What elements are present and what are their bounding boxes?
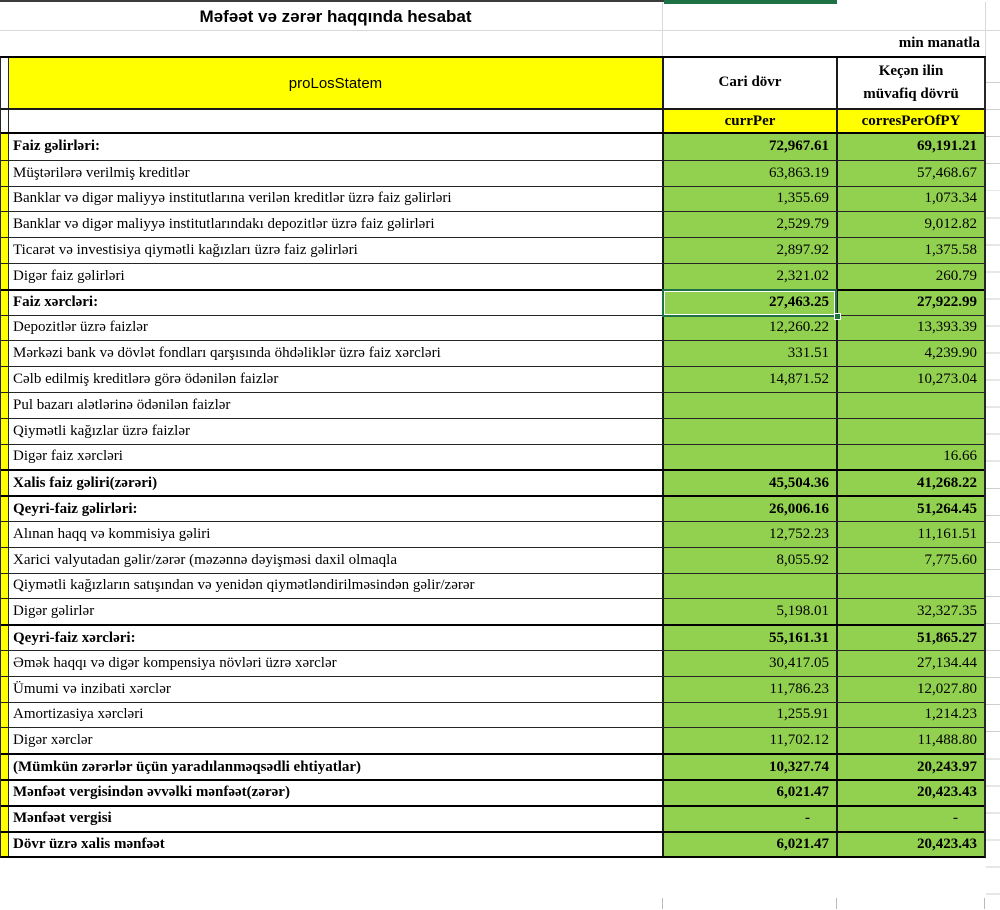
previous-period-cell[interactable]: 11,488.80 [838,728,984,753]
previous-period-cell[interactable]: 20,243.97 [838,755,984,779]
previous-period-cell[interactable]: 11,161.51 [838,522,984,547]
current-period-cell[interactable]: 8,055.92 [664,548,838,573]
row-label-text: Depozitlər üzrə faizlər [13,319,148,336]
margin-column-cell[interactable] [1,341,9,366]
previous-period-cell[interactable]: 27,922.99 [838,291,984,315]
current-period-cell[interactable]: 2,321.02 [664,264,838,289]
previous-period-cell[interactable]: - [838,807,984,831]
row-label-cell[interactable] [9,599,664,624]
row-label-text: Alınan haqq və kommisiya gəliri [13,525,211,542]
table-row [1,753,984,779]
gridline [836,898,837,909]
current-period-cell[interactable]: 5,198.01 [664,599,838,624]
table-row [1,134,984,160]
row-label-cell[interactable] [9,833,664,857]
row-label-text: Banklar və digər maliyyə institutlarına verilən kreditlər üzrə faiz gəlirləri [13,190,452,207]
row-label-text-bold: Faiz gəlirləri: [13,138,101,155]
table-row [1,650,984,676]
row-label-cell[interactable] [9,341,664,366]
current-period-header[interactable]: Cari dövr [664,58,838,108]
row-label-text-bold: Qeyri-faiz xərcləri: [13,629,136,646]
margin-column-cell[interactable] [1,316,9,341]
row-label-text-bold: Mənfəət vergisi [13,810,112,827]
right-gutter-gridlines [986,56,1000,898]
margin-column-cell[interactable] [1,471,9,495]
previous-period-cell[interactable]: 260.79 [838,264,984,289]
row-label-text: (Mümkün zərərlər üçün yaradılan [13,758,234,775]
current-period-cell[interactable]: 6,021.47 [664,833,838,857]
row-label-text: Amortizasiya xərcləri [13,706,144,723]
row-label-cell[interactable] [9,187,664,212]
margin-column-cell[interactable] [1,626,9,650]
current-period-cell[interactable]: 11,786.23 [664,677,838,702]
row-label-text: Xarici valyutadan gəlir/zərər (məzənnə dəyişməsi daxil olmaqla [13,551,398,568]
previous-period-cell[interactable]: 20,423.43 [838,781,984,805]
row-label-text: Qiymətli kağızların satışından və yenidən qiymətləndirilməsindən gəlir/zərər [13,577,475,594]
margin-column-cell[interactable] [1,419,9,444]
row-label-cell[interactable] [9,677,664,702]
previous-period-cell[interactable]: 16.66 [838,445,984,470]
row-label-cell[interactable] [9,134,664,160]
row-label-cell[interactable] [9,161,664,186]
previous-period-cell[interactable]: 9,012.82 [838,212,984,237]
row-label-cell[interactable] [9,212,664,237]
row-label-text-bold: məqsədli ehtiyatlar) [233,758,362,775]
row-label-cell[interactable] [9,316,664,341]
previous-period-cell[interactable]: 7,775.60 [838,548,984,573]
margin-column-cell[interactable] [1,677,9,702]
row-label-text: Digər faiz gəlirləri [13,267,125,284]
row-label-cell[interactable] [9,471,664,495]
gridline [662,898,663,909]
row-label-text: Müştərilərə verilmiş kreditlər [13,164,190,181]
row-label-cell[interactable] [9,238,664,263]
current-period-cell[interactable]: 14,871.52 [664,367,838,392]
previous-period-cell[interactable] [838,393,984,418]
previous-period-cell[interactable]: 1,214.23 [838,703,984,728]
row-label-cell[interactable] [9,728,664,753]
table-row [1,779,984,805]
row-label-text-bold: Mənfəət vergisindən əvvəlki mənfəət(zərər) [13,784,290,801]
previous-period-cell[interactable]: 32,327.35 [838,599,984,624]
row-label-cell[interactable] [9,393,664,418]
current-period-cell[interactable]: 12,752.23 [664,522,838,547]
previous-period-cell[interactable]: 41,268.22 [838,471,984,495]
current-period-cell[interactable]: - [664,807,838,831]
row-label-text-bold: Faiz xərcləri: [13,294,99,311]
previous-period-cell[interactable]: 20,423.43 [838,833,984,857]
table-row [1,547,984,573]
current-period-cell[interactable]: 12,260.22 [664,316,838,341]
margin-column-cell[interactable] [1,110,9,132]
current-period-cell[interactable] [664,393,838,418]
current-period-cell[interactable]: 2,897.92 [664,238,838,263]
row-label-text-bold: Xalis faiz gəliri(zərəri) [13,474,158,491]
current-period-cell[interactable]: 45,504.36 [664,471,838,495]
top-border-line [0,0,664,2]
row-label-text: Ticarət və investisiya qiymətli kağızları üzrə faiz gəlirləri [13,242,358,259]
previous-period-cell[interactable]: 51,865.27 [838,626,984,650]
table-row [1,805,984,831]
row-label-text: Pul bazarı alətlərinə ödənilən faizlər [13,396,231,413]
table-row [1,289,984,315]
row-label-text: Digər gəlirlər [13,603,95,620]
current-period-cell[interactable]: 1,355.69 [664,187,838,212]
current-period-cell[interactable]: 11,702.12 [664,728,838,753]
row-label-cell[interactable] [9,548,664,573]
row-label-text: Ümumi və inzibati xərclər [13,680,171,697]
row-label-text: Cəlb edilmiş kreditlərə görə ödənilən faizlər [13,371,279,388]
selected-column-indicator [664,0,837,4]
current-period-cell[interactable] [664,574,838,599]
previous-period-cell[interactable]: 27,134.44 [838,651,984,676]
table-row [1,211,984,237]
row-label-cell[interactable] [9,651,664,676]
table-row [1,598,984,624]
row-label-cell[interactable] [9,703,664,728]
row-label-text: Digər xərclər [13,732,93,749]
previous-period-header[interactable]: Keçən ilin müvafiq dövrü [838,58,984,108]
margin-column-cell[interactable] [1,58,9,108]
table-row [1,263,984,289]
previous-period-cell[interactable]: 1,073.34 [838,187,984,212]
table-row [1,160,984,186]
table-row [1,418,984,444]
table-row [1,624,984,650]
table-row [1,521,984,547]
previous-period-cell[interactable]: 4,239.90 [838,341,984,366]
previous-period-cell[interactable]: 69,191.21 [838,134,984,160]
row-label-cell[interactable] [9,807,664,831]
row-label-text: Mərkəzi bank və dövlət fondları qarşısında öhdəliklər üzrə faiz xərcləri [13,345,441,362]
previous-period-cell[interactable]: 10,273.04 [838,367,984,392]
table-row [1,444,984,470]
margin-column-cell[interactable] [1,134,9,160]
profit-loss-table [0,56,986,858]
table-row [1,392,984,418]
row-label-cell[interactable] [9,497,664,521]
table-row [1,186,984,212]
row-label-cell[interactable] [9,264,664,289]
margin-column-cell[interactable] [1,755,9,779]
previous-period-cell[interactable]: 57,468.67 [838,161,984,186]
row-label-cell[interactable] [9,626,664,650]
gridline [984,898,985,909]
table-header-row [1,58,984,110]
fill-handle[interactable] [834,313,841,320]
current-period-cell[interactable]: 72,967.61 [664,134,838,160]
margin-column-cell[interactable] [1,445,9,470]
margin-column-cell[interactable] [1,728,9,753]
table-row [1,702,984,728]
row-label-text: Digər faiz xərcləri [13,448,123,465]
table-row [1,469,984,495]
margin-column-cell[interactable] [1,497,9,521]
table-row [1,727,984,753]
row-label-cell[interactable] [9,781,664,805]
current-period-cell[interactable]: 331.51 [664,341,838,366]
margin-column-cell[interactable] [1,548,9,573]
margin-column-cell[interactable] [1,522,9,547]
current-period-code[interactable]: currPer [664,110,838,132]
page-title[interactable]: Məfəət və zərər haqqında hesabat [199,6,472,26]
current-period-cell[interactable]: 26,006.16 [664,497,838,521]
margin-column-cell[interactable] [1,833,9,857]
current-period-cell[interactable]: 10,327.74 [664,755,838,779]
row-label-cell[interactable] [9,755,664,779]
current-period-cell[interactable]: 2,529.79 [664,212,838,237]
margin-column-cell[interactable] [1,238,9,263]
table-row [1,495,984,521]
table-row [1,831,984,857]
previous-period-code[interactable]: corresPerOfPY [838,110,984,132]
row-label-cell[interactable] [9,291,664,315]
empty-cell[interactable] [9,110,664,132]
margin-column-cell[interactable] [1,291,9,315]
row-label-text-bold: Qeyri-faiz gəlirləri: [13,500,138,517]
statement-name-cell[interactable]: proLosStatem [9,58,664,108]
table-row [1,573,984,599]
table-row [1,340,984,366]
row-label-cell[interactable] [9,574,664,599]
margin-column-cell[interactable] [1,781,9,805]
row-label-cell[interactable] [9,419,664,444]
previous-period-cell[interactable]: 51,264.45 [838,497,984,521]
margin-column-cell[interactable] [1,574,9,599]
margin-column-cell[interactable] [1,187,9,212]
margin-column-cell[interactable] [1,161,9,186]
previous-period-cell[interactable]: 13,393.39 [838,316,984,341]
gridline [985,2,986,56]
margin-column-cell[interactable] [1,212,9,237]
current-period-cell[interactable]: 6,021.47 [664,781,838,805]
margin-column-cell[interactable] [1,264,9,289]
previous-period-cell[interactable] [838,419,984,444]
previous-period-cell[interactable] [838,574,984,599]
unit-note: min manatla [898,34,980,51]
current-period-cell[interactable]: 55,161.31 [664,626,838,650]
margin-column-cell[interactable] [1,367,9,392]
previous-period-cell[interactable]: 1,375.58 [838,238,984,263]
row-label-text: Əmək haqqı və digər kompensiya növləri üzrə xərclər [13,654,337,671]
row-label-cell[interactable] [9,445,664,470]
cell-selection-border [662,289,837,317]
row-label-cell[interactable] [9,367,664,392]
current-period-cell[interactable]: 30,417.05 [664,651,838,676]
current-period-cell[interactable]: 63,863.19 [664,161,838,186]
margin-column-cell[interactable] [1,651,9,676]
current-period-cell[interactable] [664,445,838,470]
table-row [1,366,984,392]
table-row [1,676,984,702]
margin-column-cell[interactable] [1,703,9,728]
row-label-text-bold: Dövr üzrə xalis mənfəət [13,835,165,852]
current-period-cell[interactable]: 27,463.25 [664,291,838,315]
row-label-cell[interactable] [9,522,664,547]
table-subheader-row [1,110,984,134]
row-label-text: Qiymətli kağızlar üzrə faizlər [13,422,190,439]
current-period-cell[interactable]: 1,255.91 [664,703,838,728]
margin-column-cell[interactable] [1,807,9,831]
margin-column-cell[interactable] [1,599,9,624]
current-period-cell[interactable] [664,419,838,444]
margin-column-cell[interactable] [1,393,9,418]
table-row [1,237,984,263]
previous-period-cell[interactable]: 12,027.80 [838,677,984,702]
row-label-text: Banklar və digər maliyyə institutlarındakı depozitlər üzrə faiz gəlirləri [13,216,435,233]
